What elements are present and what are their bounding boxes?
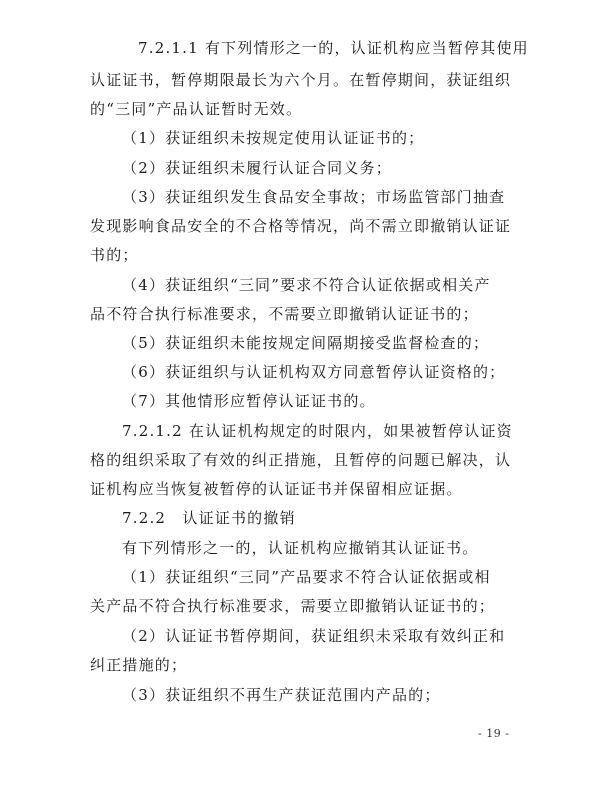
revocation-intro: 有下列情形之一的，认证机构应撤销其认证证书。 xyxy=(122,539,479,557)
clause-7-2-1-1-line-1: 7.2.1.1 有下列情形之一的，认证机构应当暂停其使用 xyxy=(138,39,529,57)
list-item-6: （6）获证组织与认证机构双方同意暂停认证资格的； xyxy=(122,363,506,381)
list-item-3-line-3: 书的； xyxy=(90,246,139,264)
revocation-item-2-line-1: （2）认证证书暂停期间，获证组织未采取有效纠正和 xyxy=(122,627,506,645)
list-item-7: （7）其他情形应暂停认证证书的。 xyxy=(122,392,376,410)
page-number: - 19 - xyxy=(478,727,510,740)
clause-7-2-1-1-line-3: 的“三同”产品认证暂时无效。 xyxy=(90,100,303,118)
list-item-3-line-2: 发现影响食品安全的不合格等情况，尚不需立即撤销认证证 xyxy=(90,217,512,235)
list-item-3-line-1: （3）获证组织发生食品安全事故；市场监管部门抽查 xyxy=(122,188,506,206)
clause-7-2-1-1-line-2: 认证证书，暂停期限最长为六个月。在暂停期间，获证组织 xyxy=(90,71,512,89)
list-item-2: （2）获证组织未履行认证合同义务； xyxy=(122,159,392,177)
clause-7-2-1-2-line-1: 7.2.1.2 在认证机构规定的时限内，如果被暂停认证资 xyxy=(122,422,513,440)
section-7-2-2-heading: 7.2.2 认证证书的撤销 xyxy=(122,509,296,527)
clause-7-2-1-2-line-3: 证机构应当恢复被暂停的认证证书并保留相应证据。 xyxy=(90,480,463,498)
clause-7-2-1-2-line-2: 格的组织采取了有效的纠正措施，且暂停的问题已解决，认 xyxy=(90,451,512,469)
list-item-4-line-2: 品不符合执行标准要求，不需要立即撤销认证证书的； xyxy=(90,305,479,323)
list-item-4-line-1: （4）获证组织“三同”要求不符合认证依据或相关产 xyxy=(122,276,491,294)
revocation-item-3: （3）获证组织不再生产获证范围内产品的； xyxy=(122,686,441,704)
revocation-item-1-line-1: （1）获证组织“三同”产品要求不符合认证依据或相 xyxy=(122,568,491,586)
revocation-item-1-line-2: 关产品不符合执行标准要求，需要立即撤销认证证书的； xyxy=(90,597,496,615)
list-item-5: （5）获证组织未能按规定间隔期接受监督检查的； xyxy=(122,334,490,352)
list-item-1: （1）获证组织未按规定使用认证证书的； xyxy=(122,129,425,147)
revocation-item-2-line-2: 纠正措施的； xyxy=(90,656,188,674)
